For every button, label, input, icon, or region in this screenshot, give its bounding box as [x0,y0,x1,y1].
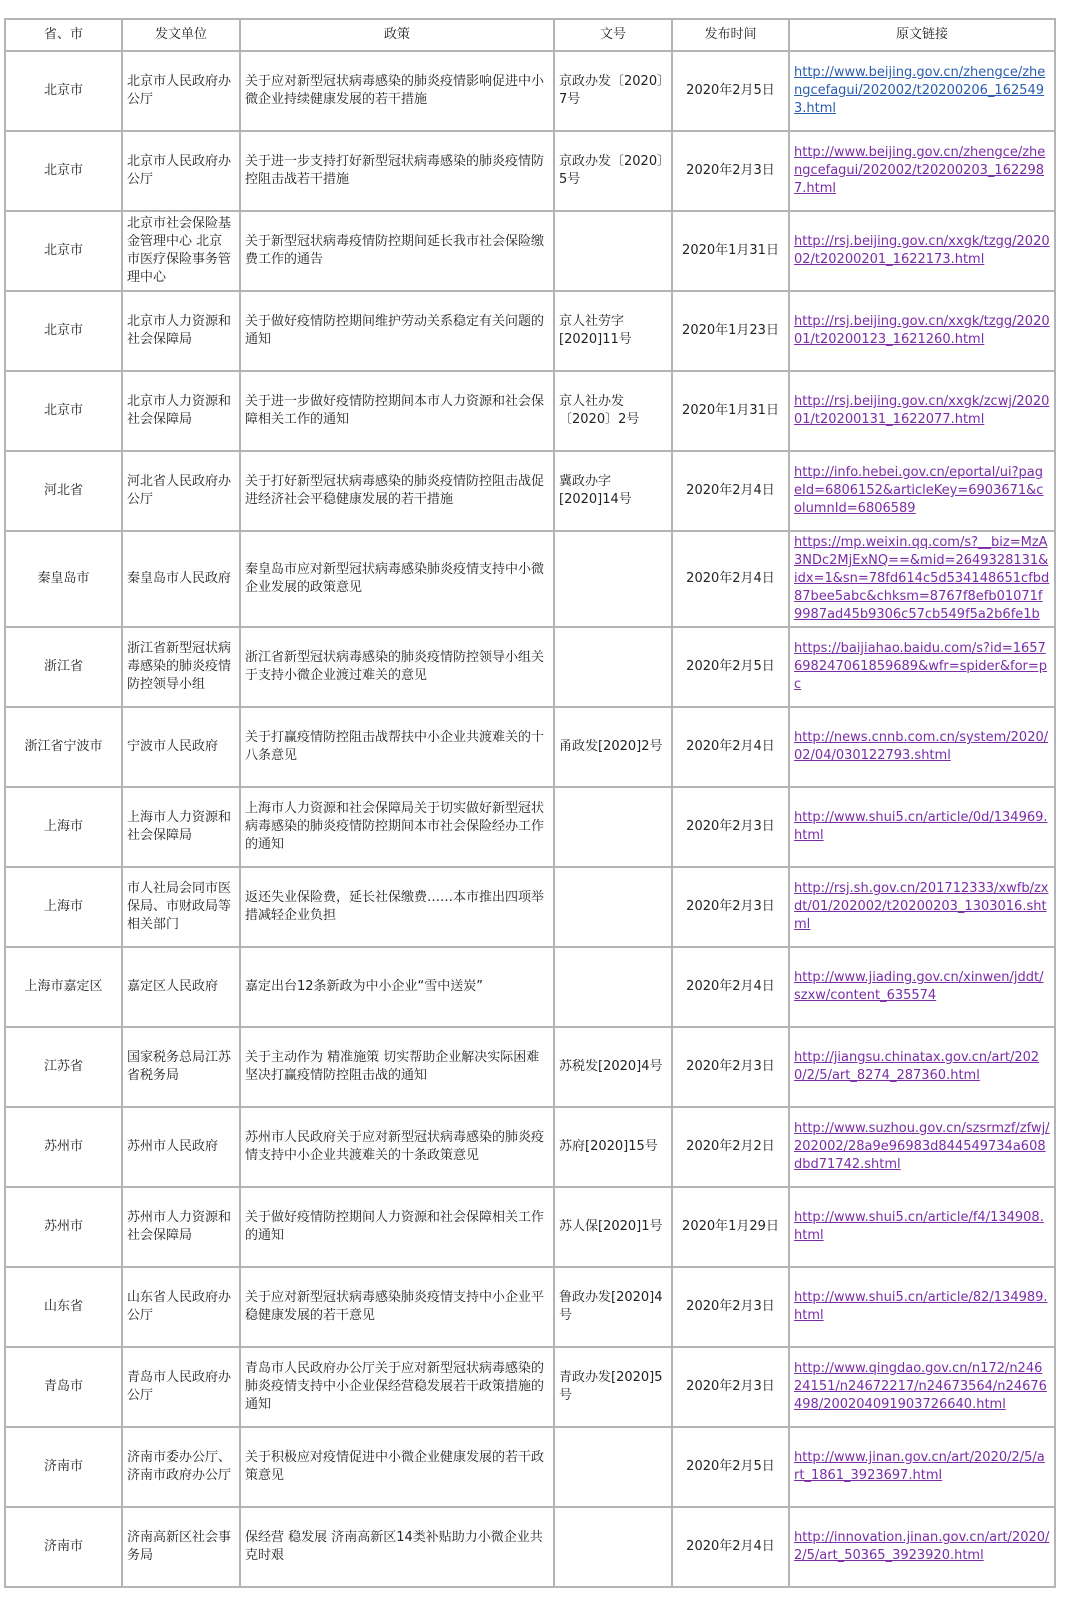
policy-cell: 关于主动作为 精准施策 切实帮助企业解决实际困难坚决打赢疫情防控阻击战的通知 [240,1027,554,1107]
province-cell: 北京市 [5,131,122,211]
province-cell: 北京市 [5,291,122,371]
publish-date-cell: 2020年2月3日 [672,787,789,867]
header-issuing-unit: 发文单位 [122,19,240,51]
source-link-cell [789,1267,1055,1347]
table-row [5,51,1055,131]
table-row [5,131,1055,211]
province-cell: 青岛市 [5,1347,122,1427]
publish-date-cell: 2020年2月4日 [672,451,789,531]
publish-date-cell: 2020年1月31日 [672,211,789,291]
issuing-unit-cell: 秦皇岛市人民政府 [122,531,240,627]
province-cell: 浙江省宁波市 [5,707,122,787]
publish-date-cell: 2020年2月5日 [672,627,789,707]
source-link-cell [789,947,1055,1027]
publish-date-cell: 2020年2月3日 [672,1267,789,1347]
issuing-unit-cell: 浙江省新型冠状病毒感染的肺炎疫情防控领导小组 [122,627,240,707]
policy-cell: 关于做好疫情防控期间人力资源和社会保障相关工作的通知 [240,1187,554,1267]
table-row [5,1267,1055,1347]
publish-date-cell: 2020年2月5日 [672,51,789,131]
province-cell: 济南市 [5,1427,122,1507]
source-link[interactable]: http://jiangsu.chinatax.gov.cn/art/2020/2/5/art_8274_287360.html [794,1050,1040,1083]
publish-date-cell: 2020年1月29日 [672,1187,789,1267]
table-row [5,451,1055,531]
issuing-unit-cell: 山东省人民政府办公厅 [122,1267,240,1347]
document-number-cell [554,531,672,627]
publish-date-cell: 2020年2月4日 [672,531,789,627]
header-source-link: 原文链接 [789,19,1055,51]
source-link[interactable]: http://www.beijing.gov.cn/zhengce/zhengcefagui/202002/t20200203_1622987.html [794,145,1046,196]
province-cell: 上海市 [5,787,122,867]
policy-cell: 返还失业保险费，延长社保缴费……本市推出四项举措减轻企业负担 [240,867,554,947]
issuing-unit-cell: 上海市人力资源和社会保障局 [122,787,240,867]
policy-cell: 上海市人力资源和社会保障局关于切实做好新型冠状病毒感染的肺炎疫情防控期间本市社会保险经办工作的通知 [240,787,554,867]
policy-cell: 苏州市人民政府关于应对新型冠状病毒感染的肺炎疫情支持中小企业共渡难关的十条政策意见 [240,1107,554,1187]
policy-cell: 关于打赢疫情防控阻击战帮扶中小企业共渡难关的十八条意见 [240,707,554,787]
source-link-cell [789,1427,1055,1507]
document-number-cell: 青政办发[2020]5号 [554,1347,672,1427]
policy-cell: 浙江省新型冠状病毒感染的肺炎疫情防控领导小组关于支持小微企业渡过难关的意见 [240,627,554,707]
province-cell: 苏州市 [5,1187,122,1267]
province-cell: 上海市嘉定区 [5,947,122,1027]
publish-date-cell: 2020年2月4日 [672,1507,789,1587]
source-link-cell [789,787,1055,867]
source-link-cell [789,867,1055,947]
policy-cell: 关于新型冠状病毒疫情防控期间延长我市社会保险缴费工作的通告 [240,211,554,291]
table-row [5,787,1055,867]
policy-cell: 关于做好疫情防控期间维护劳动关系稳定有关问题的通知 [240,291,554,371]
source-link[interactable]: http://info.hebei.gov.cn/eportal/ui?pageId=6806152&articleKey=6903671&columnId=6806589 [794,465,1044,516]
document-number-cell: 京政办发〔2020〕5号 [554,131,672,211]
policy-cell: 关于打好新型冠状病毒感染的肺炎疫情防控阻击战促进经济社会平稳健康发展的若干措施 [240,451,554,531]
policy-cell: 关于应对新型冠状病毒感染的肺炎疫情影响促进中小微企业持续健康发展的若干措施 [240,51,554,131]
province-cell: 北京市 [5,371,122,451]
issuing-unit-cell: 北京市人民政府办公厅 [122,51,240,131]
issuing-unit-cell: 宁波市人民政府 [122,707,240,787]
publish-date-cell: 2020年2月4日 [672,947,789,1027]
publish-date-cell: 2020年2月5日 [672,1427,789,1507]
document-number-cell: 冀政办字[2020]14号 [554,451,672,531]
source-link[interactable]: http://www.jiading.gov.cn/xinwen/jddt/szxw/content_635574 [794,970,1044,1003]
publish-date-cell: 2020年2月3日 [672,131,789,211]
document-number-cell [554,1427,672,1507]
source-link[interactable]: http://www.beijing.gov.cn/zhengce/zhengcefagui/202002/t20200206_1625493.html [794,65,1046,116]
table-row [5,291,1055,371]
source-link-cell [789,627,1055,707]
policy-cell: 关于应对新型冠状病毒感染肺炎疫情支持中小企业平稳健康发展的若干意见 [240,1267,554,1347]
document-number-cell: 鲁政办发[2020]4号 [554,1267,672,1347]
issuing-unit-cell: 苏州市人力资源和社会保障局 [122,1187,240,1267]
document-number-cell [554,947,672,1027]
publish-date-cell: 2020年1月31日 [672,371,789,451]
issuing-unit-cell: 嘉定区人民政府 [122,947,240,1027]
document-number-cell [554,211,672,291]
document-number-cell [554,1507,672,1587]
policy-cell: 嘉定出台12条新政为中小企业“雪中送炭” [240,947,554,1027]
policy-cell: 关于进一步做好疫情防控期间本市人力资源和社会保障相关工作的通知 [240,371,554,451]
province-cell: 秦皇岛市 [5,531,122,627]
issuing-unit-cell: 苏州市人民政府 [122,1107,240,1187]
source-link-cell [789,371,1055,451]
province-cell: 江苏省 [5,1027,122,1107]
policy-cell: 青岛市人民政府办公厅关于应对新型冠状病毒感染的肺炎疫情支持中小企业保经营稳发展若干政策措施的通知 [240,1347,554,1427]
source-link-cell [789,451,1055,531]
province-cell: 北京市 [5,211,122,291]
document-number-cell [554,867,672,947]
source-link[interactable]: http://rsj.sh.gov.cn/201712333/xwfb/zxdt/01/202002/t20200203_1303016.shtml [794,881,1049,932]
source-link-cell [789,1347,1055,1427]
header-publish-date: 发布时间 [672,19,789,51]
table-row [5,1187,1055,1267]
table-row [5,707,1055,787]
publish-date-cell: 2020年2月4日 [672,707,789,787]
source-link[interactable]: http://rsj.beijing.gov.cn/xxgk/tzgg/202001/t20200123_1621260.html [794,314,1050,347]
document-number-cell: 京人社劳字[2020]11号 [554,291,672,371]
source-link-cell [789,707,1055,787]
source-link-cell [789,51,1055,131]
header-policy: 政策 [240,19,554,51]
source-link-cell [789,531,1055,627]
province-cell: 河北省 [5,451,122,531]
issuing-unit-cell: 济南高新区社会事务局 [122,1507,240,1587]
table-row [5,1507,1055,1587]
header-row [5,19,1055,51]
source-link[interactable]: https://mp.weixin.qq.com/s?__biz=MzA3NDc2MjExNQ==&mid=2649328131&idx=1&sn=78fd614c5d534148651cfbd87bee5abc&chksm=8767f8efb01071f9987ad45b9306c57cb549f5a2b6fe1b [794,535,1050,622]
header-document-number: 文号 [554,19,672,51]
issuing-unit-cell: 北京市人力资源和社会保障局 [122,371,240,451]
document-number-cell: 苏人保[2020]1号 [554,1187,672,1267]
province-cell: 浙江省 [5,627,122,707]
document-number-cell: 京政办发〔2020〕7号 [554,51,672,131]
policy-table [4,18,1056,1588]
table-row [5,1107,1055,1187]
issuing-unit-cell: 北京市社会保险基金管理中心 北京市医疗保险事务管理中心 [122,211,240,291]
source-link[interactable]: http://www.jinan.gov.cn/art/2020/2/5/art_1861_3923697.html [794,1450,1045,1483]
source-link[interactable]: http://www.shui5.cn/article/82/134989.html [794,1290,1048,1323]
source-link-cell [789,211,1055,291]
publish-date-cell: 2020年2月2日 [672,1107,789,1187]
source-link[interactable]: http://news.cnnb.com.cn/system/2020/02/04/030122793.shtml [794,730,1049,763]
document-number-cell: 甬政发[2020]2号 [554,707,672,787]
source-link[interactable]: http://rsj.beijing.gov.cn/xxgk/tzgg/202002/t20200201_1622173.html [794,234,1050,267]
source-link[interactable]: http://innovation.jinan.gov.cn/art/2020/2/5/art_50365_3923920.html [794,1530,1050,1563]
source-link[interactable]: https://baijiahao.baidu.com/s?id=1657698247061859689&wfr=spider&for=pc [794,641,1048,692]
province-cell: 北京市 [5,51,122,131]
source-link[interactable]: http://rsj.beijing.gov.cn/xxgk/zcwj/202001/t20200131_1622077.html [794,394,1050,427]
source-link[interactable]: http://www.qingdao.gov.cn/n172/n24624151/n24672217/n24673564/n24676498/200204091903726640.html [794,1361,1047,1412]
publish-date-cell: 2020年2月3日 [672,1347,789,1427]
document-number-cell: 京人社办发〔2020〕2号 [554,371,672,451]
table-row [5,211,1055,291]
source-link-cell [789,1027,1055,1107]
province-cell: 山东省 [5,1267,122,1347]
source-link-cell [789,1187,1055,1267]
source-link[interactable]: http://www.shui5.cn/article/0d/134969.html [794,810,1048,843]
issuing-unit-cell: 济南市委办公厅、济南市政府办公厅 [122,1427,240,1507]
province-cell: 上海市 [5,867,122,947]
policy-cell: 保经营 稳发展 济南高新区14类补贴助力小微企业共克时艰 [240,1507,554,1587]
policy-cell: 关于积极应对疫情促进中小微企业健康发展的若干政策意见 [240,1427,554,1507]
issuing-unit-cell: 青岛市人民政府办公厅 [122,1347,240,1427]
publish-date-cell: 2020年2月3日 [672,1027,789,1107]
table-row [5,1347,1055,1427]
document-number-cell [554,787,672,867]
source-link[interactable]: http://www.suzhou.gov.cn/szsrmzf/zfwj/202002/28a9e96983d844549734a608dbd71742.shtml [794,1121,1050,1172]
source-link-cell [789,1507,1055,1587]
issuing-unit-cell: 北京市人民政府办公厅 [122,131,240,211]
table-row [5,627,1055,707]
province-cell: 济南市 [5,1507,122,1587]
header-province: 省、市 [5,19,122,51]
table-row [5,1027,1055,1107]
source-link-cell [789,291,1055,371]
table-row [5,531,1055,627]
publish-date-cell: 2020年1月23日 [672,291,789,371]
issuing-unit-cell: 北京市人力资源和社会保障局 [122,291,240,371]
source-link-cell [789,1107,1055,1187]
province-cell: 苏州市 [5,1107,122,1187]
policy-cell: 关于进一步支持打好新型冠状病毒感染的肺炎疫情防控阻击战若干措施 [240,131,554,211]
document-number-cell: 苏税发[2020]4号 [554,1027,672,1107]
table-row [5,1427,1055,1507]
publish-date-cell: 2020年2月3日 [672,867,789,947]
policy-cell: 秦皇岛市应对新型冠状病毒感染肺炎疫情支持中小微企业发展的政策意见 [240,531,554,627]
issuing-unit-cell: 国家税务总局江苏省税务局 [122,1027,240,1107]
table-row [5,867,1055,947]
document-number-cell [554,627,672,707]
table-row [5,947,1055,1027]
table-row [5,371,1055,451]
issuing-unit-cell: 市人社局会同市医保局、市财政局等相关部门 [122,867,240,947]
source-link-cell [789,131,1055,211]
source-link[interactable]: http://www.shui5.cn/article/f4/134908.html [794,1210,1044,1243]
issuing-unit-cell: 河北省人民政府办公厅 [122,451,240,531]
table-body [5,51,1055,1587]
document-number-cell: 苏府[2020]15号 [554,1107,672,1187]
